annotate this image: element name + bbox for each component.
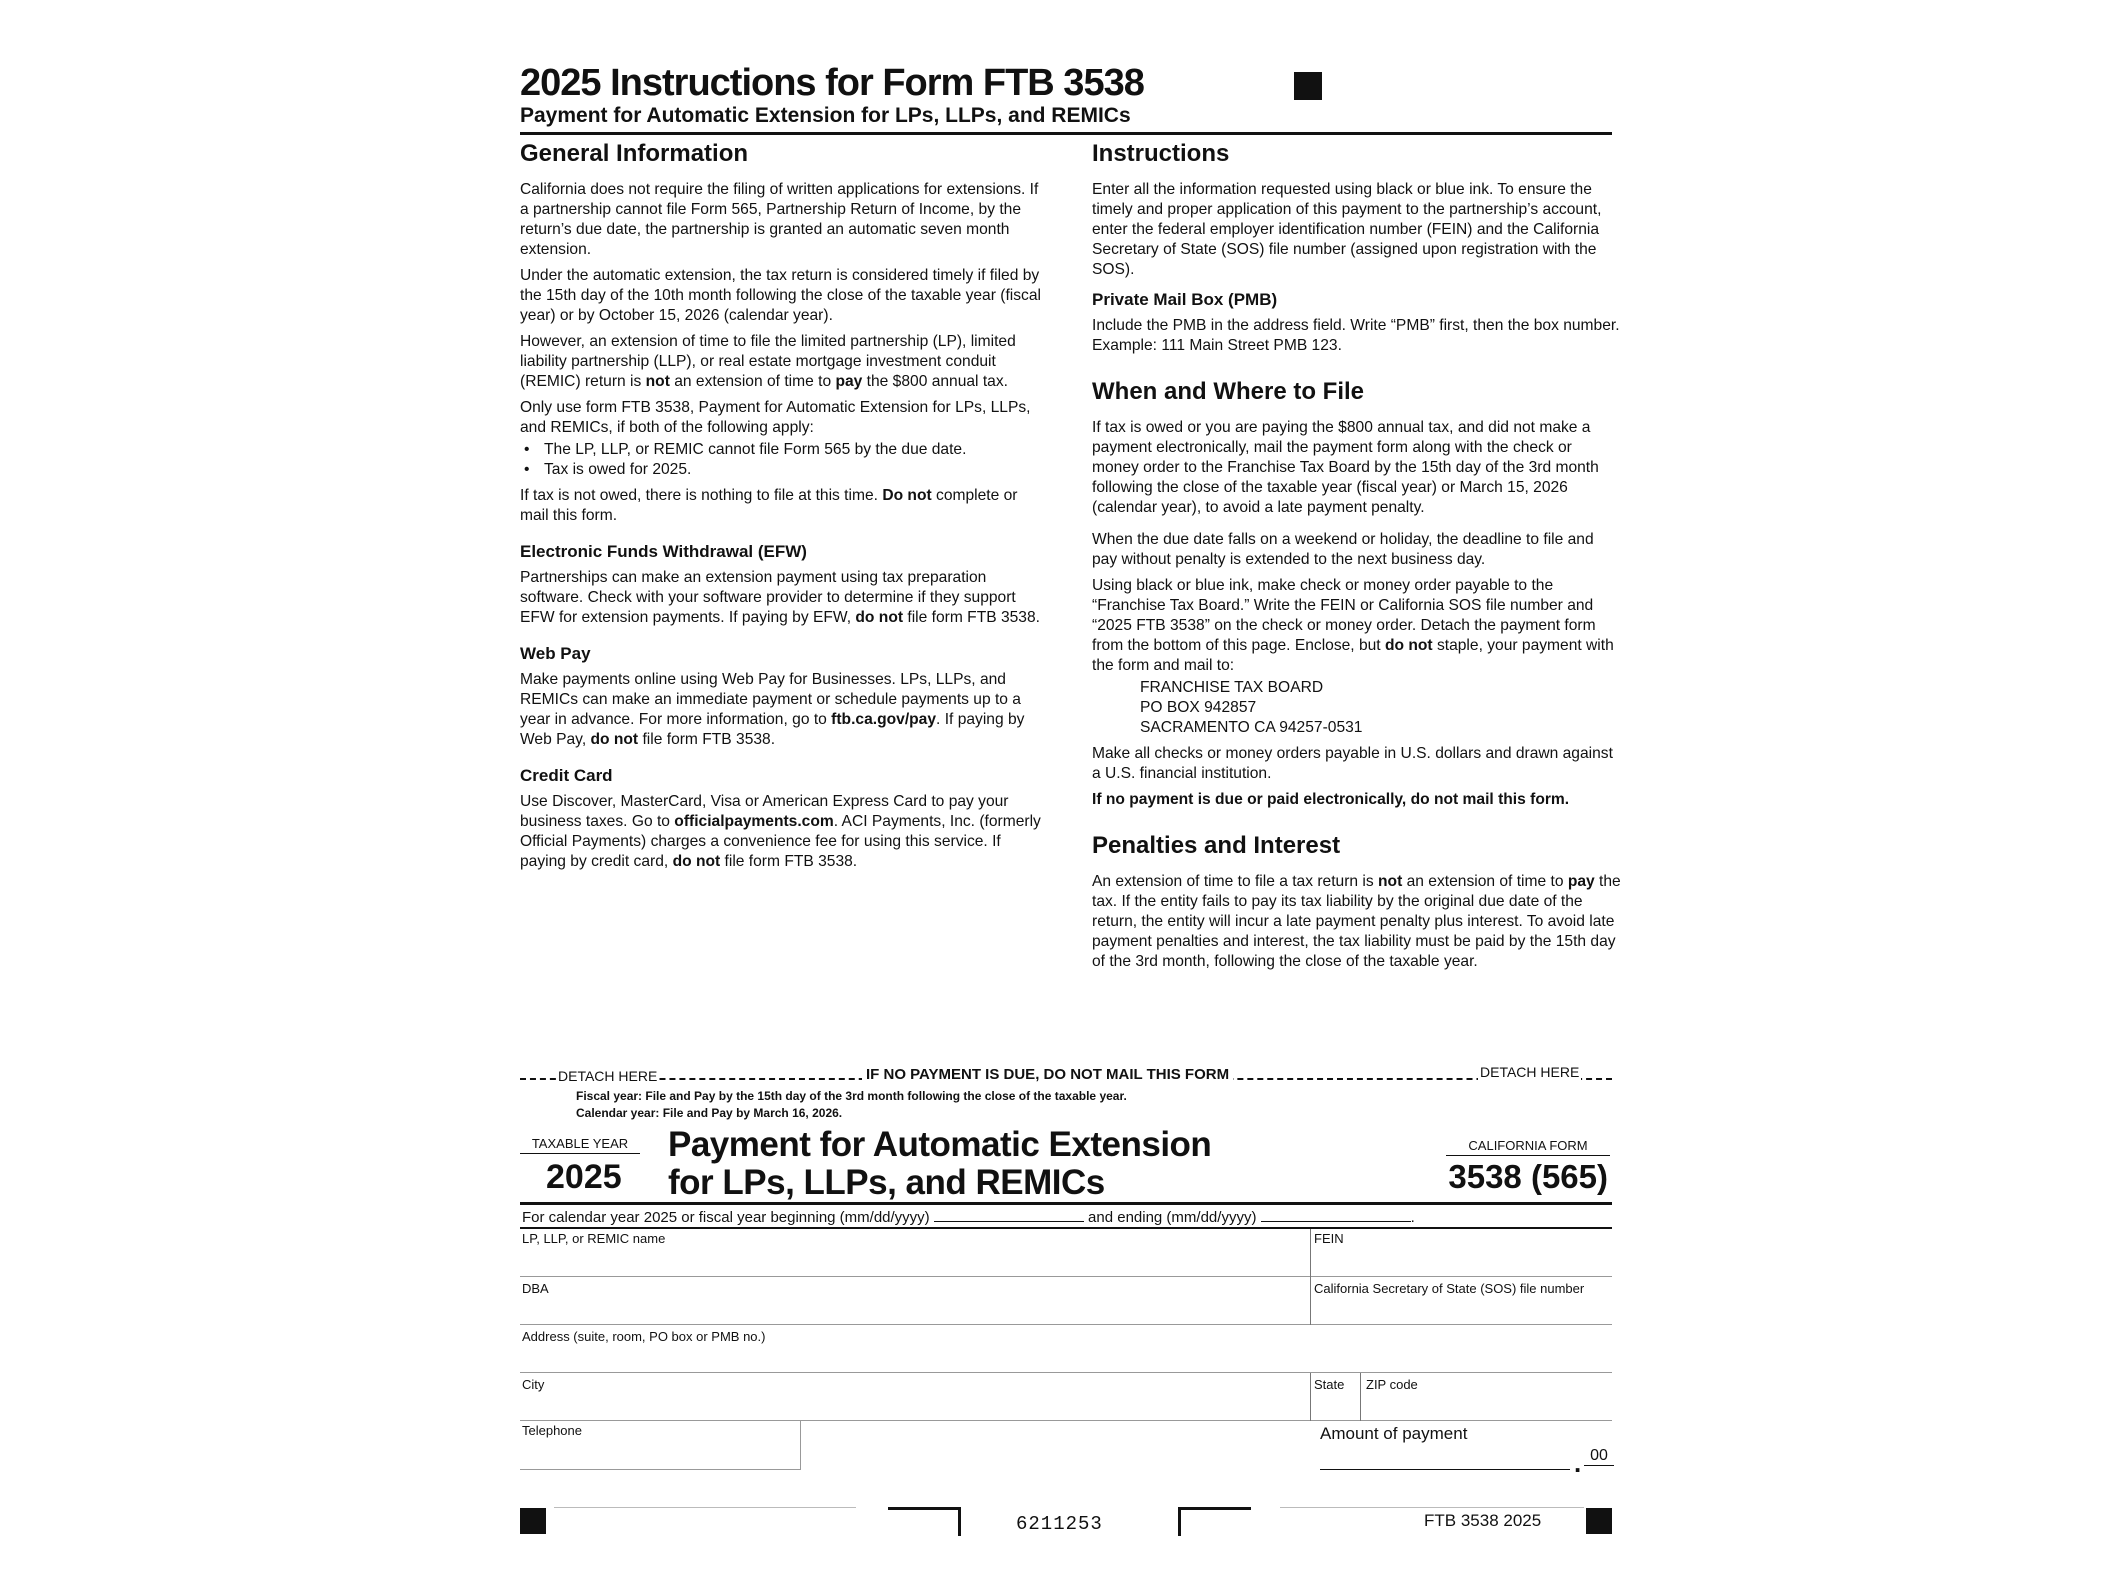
list-item: • The LP, LLP, or REMIC cannot file Form 565 by the due date. — [520, 440, 1045, 460]
pmb-paragraph: Include the PMB in the address field. Write “PMB” first, then the box number. Example: 111 Main Street PMB 123. — [1092, 317, 1620, 354]
general-info-p2: Under the automatic extension, the tax return is considered timely if filed by the 15th day of the 10th month following the close of the taxable year (fiscal year) or by October 15, 2026 (calendar year). — [520, 267, 1041, 324]
detach-right-label: DETACH HERE — [1480, 1064, 1580, 1080]
address-line: FRANCHISE TAX BOARD — [1140, 679, 1324, 696]
instructions-heading: Instructions — [1092, 140, 1230, 167]
penalties-heading: Penalties and Interest — [1092, 832, 1341, 859]
fiscal-year-note: Fiscal year: File and Pay by the 15th day of the 3rd month following the close of the taxable year. — [576, 1089, 1127, 1103]
penalties-paragraph: An extension of time to file a tax return is not an extension of time to pay the tax. If the entity fails to pay its tax liability by the original due date of the return, the entity will incur a late payment penalty plus interest. To avoid late payment penalties and interest, the tax liability must be paid by the 15th day of the 3rd month, following the close of the taxable year. — [1092, 873, 1621, 970]
column-divider — [1310, 1373, 1311, 1421]
official-payments-link[interactable]: officialpayments.com — [674, 813, 834, 830]
when-where-p3: Using black or blue ink, make check or money order payable to the “Franchise Tax Board.” Write the FEIN or California SOS file number and “2025 FTB 3538” on the check or money order. Detach the payment form from the bottom of this page. Enclose, but do not staple, your payment with the form and mail to: — [1092, 577, 1614, 674]
detach-left-label: DETACH HERE — [558, 1068, 658, 1084]
address-field[interactable] — [520, 1325, 1612, 1373]
when-where-p4: Make all checks or money orders payable in U.S. dollars and drawn against a U.S. financial institution. — [1092, 745, 1613, 782]
period-beginning-field[interactable] — [934, 1207, 1084, 1222]
address-line: PO BOX 942857 — [1140, 699, 1257, 716]
sos-file-number-field[interactable] — [1310, 1277, 1612, 1325]
instructions-paragraph: Enter all the information requested using black or blue ink. To ensure the timely and proper application of this payment to the partnership’s account, enter the federal employer identification number (FEIN) and the California Secretary of State (SOS) file number (assigned upon registration with the SOS). — [1092, 181, 1602, 278]
detach-center-label: IF NO PAYMENT IS DUE, DO NOT MAIL THIS FORM — [862, 1066, 1233, 1083]
voucher-title — [668, 1126, 1211, 1202]
telephone-field[interactable] — [520, 1421, 801, 1470]
pmb-heading: Private Mail Box (PMB) — [1092, 290, 1278, 309]
period-line: For calendar year 2025 or fiscal year beginning (mm/dd/yyyy) and ending (mm/dd/yyyy) . — [522, 1209, 1415, 1226]
mailing-address — [1092, 678, 1622, 738]
scan-corner-mark — [888, 1507, 961, 1536]
address-field-label: Address (suite, room, PO box or PMB no.) — [522, 1329, 766, 1344]
decimal-point: . — [1574, 1448, 1582, 1478]
general-info-bullets — [520, 440, 1045, 480]
state-field[interactable] — [1310, 1373, 1360, 1421]
voucher-title-line1: Payment for Automatic Extension — [668, 1125, 1212, 1164]
web-pay-paragraph: Make payments online using Web Pay for Businesses. LPs, LLPs, and REMICs can make an immediate payment or schedule payments up to a year in advance. For more information, go to ftb.ca.gov/pay. If paying by Web Pay, do not file form FTB 3538. — [520, 671, 1025, 748]
registration-mark — [1586, 1508, 1612, 1534]
right-column — [1092, 140, 1622, 978]
address-line: SACRAMENTO CA 94257-0531 — [1140, 719, 1363, 736]
telephone-label: Telephone — [522, 1423, 582, 1438]
amount-field[interactable] — [1320, 1469, 1570, 1470]
when-where-p5: If no payment is due or paid electronically, do not mail this form. — [1092, 791, 1570, 808]
efw-heading: Electronic Funds Withdrawal (EFW) — [520, 542, 807, 561]
web-pay-link[interactable]: ftb.ca.gov/pay — [831, 711, 937, 728]
footer-rule — [1280, 1507, 1584, 1508]
scan-code: 6211253 — [1016, 1513, 1103, 1535]
general-info-heading: General Information — [520, 140, 749, 167]
column-divider — [1360, 1373, 1361, 1421]
page-title: 2025 Instructions for Form FTB 3538 — [520, 62, 1144, 104]
general-info-p1: California does not require the filing of written applications for extensions. If a partnership cannot file Form 565, Partnership Return of Income, by the return’s due date, the partnership is granted an automatic seven month extension. — [520, 181, 1039, 258]
taxable-year: 2025 — [546, 1158, 622, 1196]
dba-field[interactable] — [520, 1277, 1310, 1325]
fein-field-label: FEIN — [1314, 1231, 1344, 1246]
california-form-label: CALIFORNIA FORM — [1446, 1138, 1610, 1156]
state-field-label: State — [1314, 1377, 1345, 1392]
period-beginning-label: For calendar year 2025 or fiscal year beginning (mm/dd/yyyy) — [522, 1209, 930, 1226]
footer-rule — [554, 1507, 856, 1508]
name-field-label: LP, LLP, or REMIC name — [522, 1231, 666, 1246]
general-info-p3: However, an extension of time to file the limited partnership (LP), limited liability partnership (LLP), or real estate mortgage investment conduit (REMIC) return is not an extension of time to pay the $800 annual tax. — [520, 333, 1016, 390]
header-rule — [520, 132, 1612, 135]
city-field[interactable] — [520, 1373, 1310, 1421]
when-where-p2: When the due date falls on a weekend or holiday, the deadline to file and pay without penalty is extended to the next business day. — [1092, 531, 1594, 568]
name-field[interactable] — [520, 1229, 1310, 1277]
voucher-title-line2: for LPs, LLPs, and REMICs — [668, 1163, 1105, 1202]
general-info-p4: Only use form FTB 3538, Payment for Automatic Extension for LPs, LLPs, and REMICs, if both of the following apply: — [520, 399, 1031, 436]
left-column — [520, 140, 1045, 878]
taxable-year-label: TAXABLE YEAR — [520, 1136, 640, 1154]
period-ending-field[interactable] — [1261, 1207, 1411, 1222]
amount-label: Amount of payment — [1320, 1424, 1468, 1443]
when-where-heading: When and Where to File — [1092, 378, 1365, 405]
column-divider — [1310, 1229, 1311, 1325]
general-info-p5: If tax is not owed, there is nothing to file at this time. Do not complete or mail this form. — [520, 487, 1018, 524]
fein-field[interactable] — [1310, 1229, 1612, 1277]
period-ending-label: and ending (mm/dd/yyyy) — [1088, 1209, 1257, 1226]
when-where-p1: If tax is owed or you are paying the $800 annual tax, and did not make a payment electronically, mail the payment form along with the check or money order to the Franchise Tax Board by the 15th day of the 3rd month following the close of the taxable year (fiscal year) or March 15, 2026 (calendar year), to avoid a late payment penalty. — [1092, 419, 1599, 516]
sos-file-number-label: California Secretary of State (SOS) file number — [1314, 1281, 1585, 1296]
dba-field-label: DBA — [522, 1281, 549, 1296]
credit-card-heading: Credit Card — [520, 766, 613, 785]
city-field-label: City — [522, 1377, 545, 1392]
footer-form-id: FTB 3538 2025 — [1424, 1511, 1542, 1530]
list-item: • Tax is owed for 2025. — [520, 460, 1045, 480]
credit-card-paragraph: Use Discover, MasterCard, Visa or American Express Card to pay your business taxes. Go to officialpayments.com. ACI Payments, Inc. (formerly Official Payments) charges a convenience fee for using this service. If paying by credit card, do not file form FTB 3538. — [520, 793, 1041, 870]
web-pay-heading: Web Pay — [520, 644, 591, 663]
registration-mark — [520, 1508, 546, 1534]
registration-mark — [1294, 72, 1322, 100]
scan-corner-mark — [1178, 1507, 1251, 1536]
voucher-header-rule — [520, 1202, 1612, 1205]
zip-code-label: ZIP code — [1366, 1377, 1418, 1392]
form-number: 3538 (565) — [1448, 1158, 1608, 1195]
cents-field[interactable]: 00 — [1584, 1447, 1614, 1466]
page-subtitle: Payment for Automatic Extension for LPs, LLPs, and REMICs — [520, 104, 1131, 127]
calendar-year-note: Calendar year: File and Pay by March 16, 2026. — [576, 1106, 843, 1120]
efw-paragraph: Partnerships can make an extension payment using tax preparation software. Check with your software provider to determine if they support EFW for extension payments. If paying by EFW, do not file form FTB 3538. — [520, 569, 1040, 626]
zip-code-field[interactable] — [1360, 1373, 1612, 1421]
